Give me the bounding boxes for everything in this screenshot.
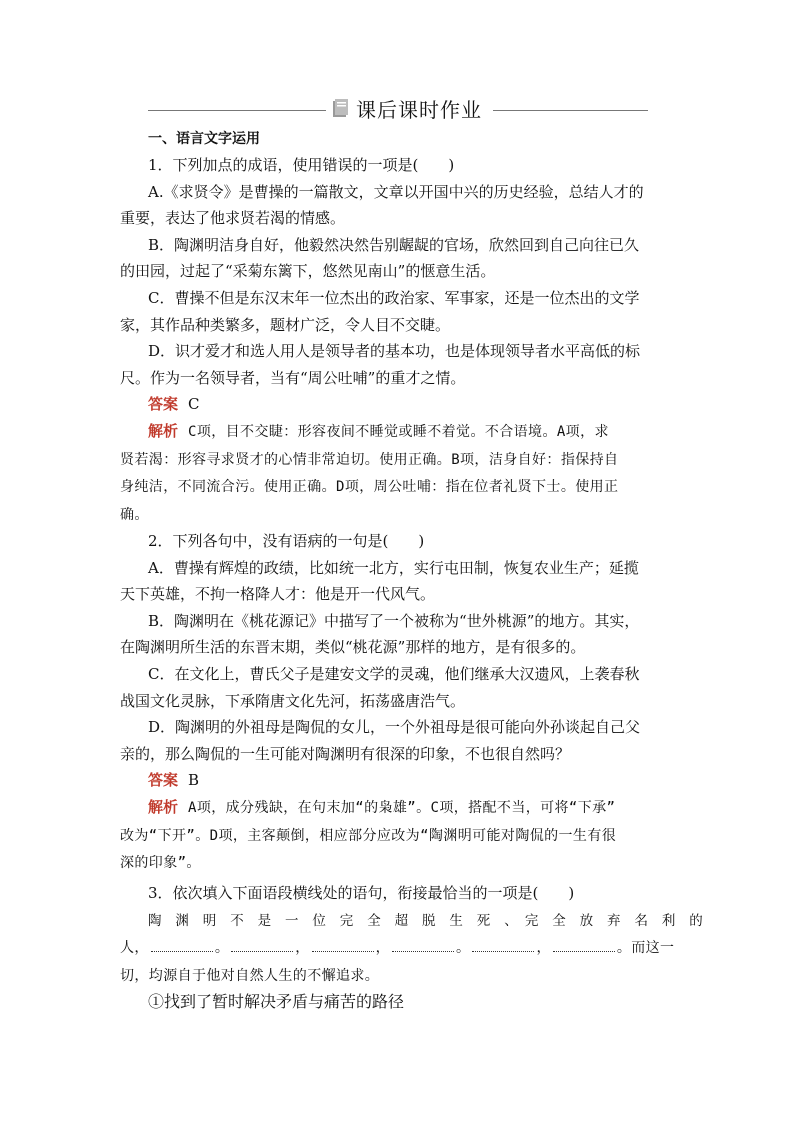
- question-1-option-d-line1: D．识才爱才和选人用人是领导者的基本功，也是体现领导者水平高低的标: [148, 342, 641, 361]
- question-3-stem: 3．依次填入下面语段横线处的语句，衔接最恰当的一项是( ): [148, 884, 575, 902]
- section-heading: 一、语言文字运用: [148, 131, 260, 147]
- question-1-option-b-line2: 的田园，过起了“采菊东篱下，悠然见南山”的惬意生活。: [120, 262, 496, 281]
- question-1-explanation: [148, 418, 676, 446]
- answer-value: C: [188, 395, 200, 414]
- question-2-option-d-line2: 亲的，那么陶侃的一生可能对陶渊明有很深的印象，不也很自然吗？: [120, 744, 571, 763]
- question-3-passage-line2: 人， 。 ， ， 。 ， 。而这一: [120, 934, 676, 962]
- question-2-stem: 2．下列各句中，没有语病的一句是( ): [148, 532, 425, 550]
- question-1-answer: [148, 391, 676, 418]
- question-2-option-d-line1: D．陶渊明的外祖母是陶侃的女儿，一个外祖母是很可能向外孙谈起自己父: [148, 718, 641, 737]
- header-title: 课后课时作业: [356, 98, 482, 122]
- explanation-line1: C项，目不交睫：形容夜间不睡觉或睡不着觉。不合语境。A项，求: [188, 423, 609, 440]
- section-header: [148, 96, 648, 124]
- question-1-option-c-line2: 家，其作品种类繁多，题材广泛，令人目不交睫。: [120, 315, 451, 334]
- question-2-option-c-line2: 战国文化灵脉，下承隋唐文化先河，拓荡盛唐浩气。: [120, 691, 466, 710]
- explanation-line1: A项，成分残缺，在句末加“的枭雄”。C项，搭配不当，可将“下承”: [188, 799, 616, 816]
- question-1-option-d-line2: 尺。作为一名领导者，当有“周公吐哺”的重才之情。: [120, 368, 466, 387]
- question-1-option-a-line2: 重要，表达了他求贤若渴的情感。: [120, 209, 346, 228]
- explanation-label: 解析: [148, 797, 179, 816]
- header-rule-left: [148, 110, 326, 111]
- question-2: [120, 528, 676, 877]
- section-one: [148, 128, 676, 150]
- fill-blank-5[interactable]: [472, 937, 534, 952]
- book-icon: [331, 99, 349, 119]
- answer-label: 答案: [148, 771, 179, 790]
- explanation-line2: 贤若渴：形容寻求贤才的心情非常迫切。使用正确。B项，洁身自好：指保持自: [120, 451, 619, 468]
- question-3-item-1: ①找到了暂时解决矛盾与痛苦的路径: [148, 992, 405, 1012]
- question-1-stem: 1．下列加点的成语，使用错误的一项是( ): [148, 156, 455, 174]
- question-2-answer: [148, 767, 676, 794]
- question-2-option-a-line1: A．曹操有辉煌的政绩，比如统一北方，实行屯田制，恢复农业生产；延揽: [148, 558, 639, 577]
- question-1-option-c-line1: C．曹操不但是东汉末年一位杰出的政治家、军事家，还是一位杰出的文学: [148, 288, 640, 307]
- fill-blank-3[interactable]: [312, 937, 374, 952]
- question-3: [120, 880, 703, 1016]
- answer-label: 答案: [148, 395, 179, 414]
- fill-blank-1[interactable]: [151, 937, 213, 952]
- fill-blank-6[interactable]: [553, 937, 615, 952]
- explanation-label: 解析: [148, 421, 179, 440]
- explanation-line3: 身纯洁，不同流合污。使用正确。D项，周公吐哺：指在位者礼贤下士。使用正: [120, 479, 619, 496]
- question-2-explanation: [148, 794, 676, 822]
- answer-value: B: [188, 771, 200, 790]
- header-rule-right: [493, 110, 648, 111]
- fill-blank-2[interactable]: [231, 937, 293, 952]
- question-2-option-a-line2: 天下英雄，不拘一格降人才：他是开一代风气。: [120, 585, 436, 604]
- question-3-passage-line3: 切，均源自于他对自然人生的不懈追求。: [120, 967, 380, 984]
- question-1-option-a-line1: A.《求贤令》是曹操的一篇散文，文章以开国中兴的历史经验，总结人才的: [148, 182, 644, 201]
- question-2-option-c-line1: C．在文化上，曹氏父子是建安文学的灵魂，他们继承大汉遗风，上袭春秋: [148, 664, 640, 683]
- explanation-line2: 改为“下开”。D项，主客颠倒，相应部分应改为“陶渊明可能对陶侃的一生有很: [120, 827, 617, 844]
- explanation-line3: 深的印象”。: [120, 855, 201, 872]
- question-1: [120, 152, 676, 528]
- question-2-option-b-line1: B．陶渊明在《桃花源记》中描写了一个被称为“世外桃源”的地方。其实，: [148, 611, 640, 630]
- explanation-line4: 确。: [120, 506, 149, 523]
- question-1-option-b-line1: B．陶渊明洁身自好，他毅然决然告别龌龊的官场，欣然回到自己向往已久: [148, 235, 640, 254]
- question-3-passage-line1: 陶 渊 明 不 是 一 位 完 全 超 脱 生 死 、 完 全 放 弃 名 利 的: [148, 912, 703, 929]
- fill-blank-4[interactable]: [392, 937, 454, 952]
- question-2-option-b-line2: 在陶渊明所生活的东晋末期，类似“桃花源”那样的地方，是有很多的。: [120, 638, 586, 657]
